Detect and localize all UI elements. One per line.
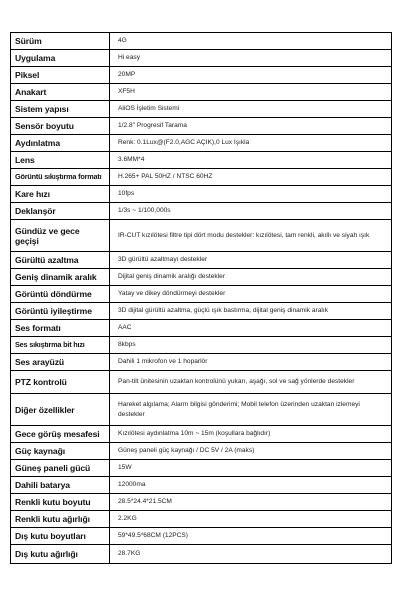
spec-label: Anakart (11, 84, 110, 101)
spec-value: 10fps (110, 186, 392, 203)
spec-value: AliOS İşletim Sistemi (110, 101, 392, 118)
spec-value: 4G (110, 33, 392, 50)
spec-value: Dijital geniş dinamik aralığı destekler (110, 269, 392, 286)
spec-value: Renk: 0.1Lux@(F2.0,AGC AÇIK),0 Lux Işıkla (110, 135, 392, 152)
spec-label: Renkli kutu boyutu (11, 494, 110, 511)
spec-label: Dahili batarya (11, 477, 110, 494)
spec-row (11, 135, 392, 152)
spec-row (11, 460, 392, 477)
spec-row (11, 169, 392, 186)
spec-value: 2.2KG (110, 511, 392, 528)
spec-label: Diğer özellikler (11, 394, 110, 426)
spec-label: Uygulama (11, 50, 110, 67)
spec-label: Sistem yapısı (11, 101, 110, 118)
spec-row (11, 33, 392, 50)
spec-label: Gece görüş mesafesi (11, 426, 110, 443)
spec-value: 59*49.5*68CM (12PCS) (110, 528, 392, 545)
spec-value: 1/2.8" Progresif Tarama (110, 118, 392, 135)
spec-value: Kızılötesi aydınlatma 10m ~ 15m (koşullara bağlıdır) (110, 426, 392, 443)
spec-row (11, 511, 392, 528)
spec-label: Sürüm (11, 33, 110, 50)
spec-label: Görüntü iyileştirme (11, 303, 110, 320)
spec-row (11, 186, 392, 203)
spec-value: Dahili 1 mikrofon ve 1 hoparlör (110, 354, 392, 371)
spec-value: 3D gürültü azaltmayı destekler (110, 252, 392, 269)
spec-row (11, 286, 392, 303)
spec-row (11, 269, 392, 286)
spec-label: Geniş dinamik aralık (11, 269, 110, 286)
spec-value: 1/3s ~ 1/100,000s (110, 203, 392, 220)
spec-label: Güneş paneli gücü (11, 460, 110, 477)
spec-row (11, 203, 392, 220)
spec-row (11, 303, 392, 320)
spec-row (11, 354, 392, 371)
spec-row (11, 118, 392, 135)
spec-row (11, 394, 392, 426)
spec-label: Gürültü azaltma (11, 252, 110, 269)
spec-label: PTZ kontrolü (11, 371, 110, 394)
spec-value: 8kbps (110, 337, 392, 354)
spec-label: Ses formatı (11, 320, 110, 337)
spec-value: 12000ma (110, 477, 392, 494)
spec-row (11, 426, 392, 443)
spec-value: Hi easy (110, 50, 392, 67)
spec-value: Pan-tilt ünitesinin uzaktan kontrolünü yukarı, aşağı, sol ve sağ yönlerde destekler (110, 371, 392, 394)
spec-label: Dış kutu boyutları (11, 528, 110, 545)
spec-value: 3.6MM*4 (110, 152, 392, 169)
spec-row (11, 494, 392, 511)
spec-row (11, 337, 392, 354)
spec-value: Yatay ve dikey döndürmeyi destekler (110, 286, 392, 303)
spec-row (11, 50, 392, 67)
spec-value: 20MP (110, 67, 392, 84)
spec-value: Güneş paneli güç kaynağı / DC 5V / 2A (maks) (110, 443, 392, 460)
spec-value: Hareket algılama; Alarm bilgisi gönderimi; Mobil telefon üzerinden uzaktan izlemeyi destekler (110, 394, 392, 426)
spec-label: Deklanşör (11, 203, 110, 220)
spec-label: Ses arayüzü (11, 354, 110, 371)
spec-label: Gündüz ve gece geçişi (11, 220, 110, 252)
spec-row (11, 84, 392, 101)
spec-label: Sensör boyutu (11, 118, 110, 135)
spec-label: Piksel (11, 67, 110, 84)
spec-label: Lens (11, 152, 110, 169)
spec-label: Güç kaynağı (11, 443, 110, 460)
spec-row (11, 220, 392, 252)
spec-row (11, 67, 392, 84)
spec-label: Görüntü döndürme (11, 286, 110, 303)
spec-row (11, 371, 392, 394)
spec-row (11, 152, 392, 169)
spec-row (11, 101, 392, 118)
spec-value: H.265+ PAL 50HZ / NTSC 60HZ (110, 169, 392, 186)
spec-table (10, 32, 392, 564)
spec-value: AAC (110, 320, 392, 337)
spec-label: Renkli kutu ağırlığı (11, 511, 110, 528)
spec-value: IR-CUT kızılötesi filtre tipi dört modu destekler: kızılötesi, tam renkli, akıllı ve siyah ışık (110, 220, 392, 252)
spec-label: Ses sıkıştırma bit hızı (11, 337, 110, 354)
spec-table-body (11, 33, 392, 564)
spec-label: Kare hızı (11, 186, 110, 203)
spec-row (11, 477, 392, 494)
spec-value: 28.5*24.4*21.5CM (110, 494, 392, 511)
spec-label: Görüntü sıkıştırma formatı (11, 169, 110, 186)
spec-row (11, 528, 392, 545)
spec-value: 15W (110, 460, 392, 477)
spec-value: 28.7KG (110, 545, 392, 564)
spec-label: Dış kutu ağırlığı (11, 545, 110, 564)
spec-label: Aydınlatma (11, 135, 110, 152)
spec-row (11, 320, 392, 337)
spec-row (11, 252, 392, 269)
spec-value: 3D dijital gürültü azaltma, güçlü ışık bastırma, dijital geniş dinamik aralık (110, 303, 392, 320)
spec-row (11, 443, 392, 460)
spec-value: XF5H (110, 84, 392, 101)
spec-row (11, 545, 392, 564)
